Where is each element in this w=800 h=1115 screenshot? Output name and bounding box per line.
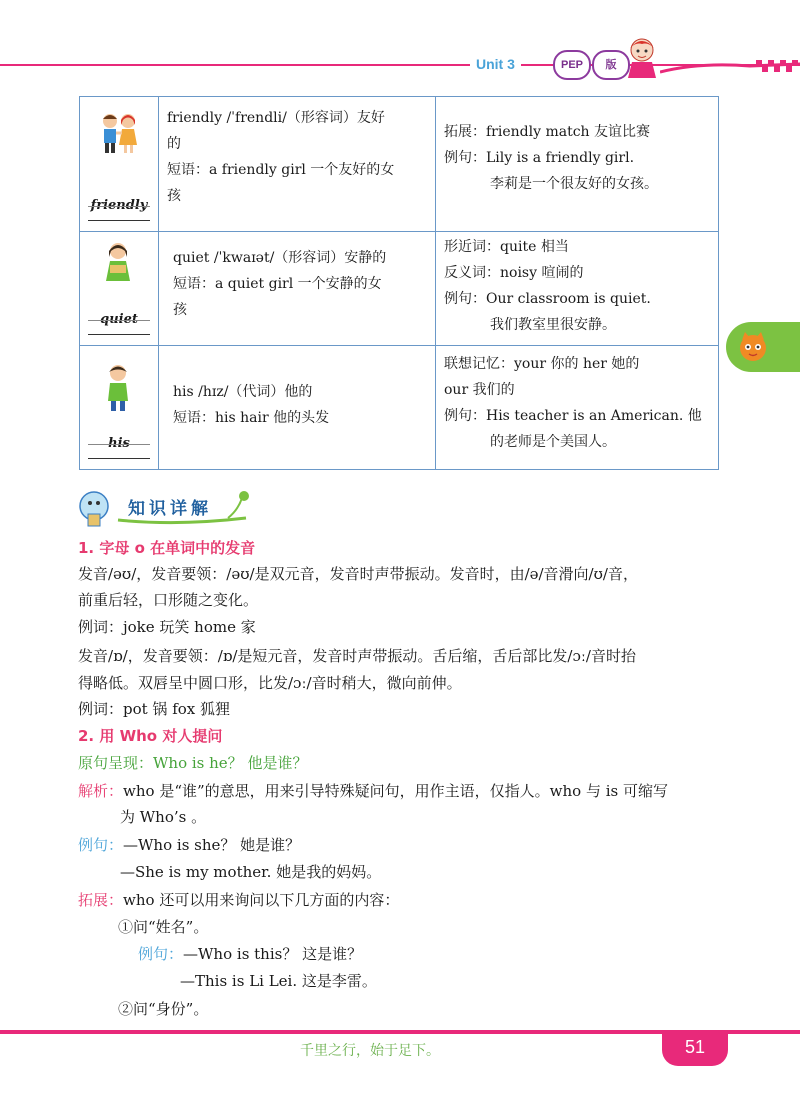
vocab-row: [80, 231, 718, 346]
example-text: —Who is this？ 这是谁？: [183, 945, 363, 963]
section-title: 知识详解: [128, 499, 212, 519]
ext-line: 拓展：friendly match 友谊比赛: [444, 124, 651, 140]
paragraph: 发音/ɒ/，发音要领：/ɒ/是短元音，发音时声带振动。舌后缩，舌后部比发/ɔː/音时抬: [78, 647, 636, 665]
fox-mascot-icon: [736, 330, 770, 364]
edition-badge: 版: [592, 50, 630, 80]
analysis-text: who 是“谁”的意思，用来引导特殊疑问句，用作主语，仅指人。who 与 is 可缩写: [123, 782, 668, 800]
def-line: his /hɪz/（代词）他的: [173, 384, 313, 400]
cartoon-girl-icon: [618, 32, 666, 80]
ext-line: our 我们的: [444, 382, 515, 398]
word-picture-cell: [80, 345, 159, 469]
question-type: ②问“身份”。: [118, 1000, 209, 1018]
extension-cell: [436, 231, 718, 345]
vocab-table: [79, 96, 719, 470]
example-words: 例词：pot 锅 fox 狐狸: [78, 700, 231, 718]
paragraph: 得略低。双唇呈中圆口形，比发/ɔː/音时稍大，微向前伸。: [78, 674, 462, 692]
vocab-row: [80, 345, 718, 469]
checker-decoration: [660, 58, 800, 78]
extension-cell: [436, 345, 718, 469]
word-picture-cell: [80, 231, 159, 345]
def-line: 的: [167, 136, 181, 152]
subheading-1: 1. 字母 o 在单词中的发音: [78, 539, 256, 557]
def-line: quiet /ˈkwaɪət/（形容词）安静的: [173, 250, 387, 266]
boy-icon: [98, 363, 138, 413]
ext-line: 例句：Lily is a friendly girl.: [444, 150, 635, 166]
def-line: 短语：a friendly girl 一个友好的女: [167, 162, 395, 178]
friends-icon: [98, 111, 140, 155]
ext-line: 形近词：quite 相当: [444, 239, 569, 255]
pep-badge: PEP: [553, 50, 591, 80]
extension-cell: [436, 97, 718, 231]
footer-motto: 千里之行，始于足下。: [300, 1043, 440, 1059]
subheading-2: 2. 用 Who 对人提问: [78, 727, 223, 745]
paragraph: 前重后轻，口形随之变化。: [78, 591, 259, 609]
extension-text: who 还可以用来询问以下几方面的内容：: [123, 891, 400, 909]
extension-line: [78, 889, 399, 911]
example-text: —Who is she？ 她是谁？: [123, 836, 301, 854]
def-line: 短语：a quiet girl 一个安静的女: [173, 276, 382, 292]
ext-line: 李莉是一个很友好的女孩。: [490, 176, 658, 192]
example-label: 例句：: [138, 945, 184, 963]
definition-cell: [159, 97, 436, 231]
word-label: quiet: [88, 312, 150, 335]
example-text: —She is my mother. 她是我的妈妈。: [120, 863, 382, 881]
ext-line: 的老师是个美国人。: [490, 434, 616, 450]
definition-cell: [159, 231, 436, 345]
example-text: —This is Li Lei. 这是李雷。: [180, 972, 377, 990]
def-line: 孩: [173, 302, 187, 318]
ext-line: 我们教室里很安静。: [490, 317, 616, 333]
ext-line: 反义词：noisy 喧闹的: [444, 265, 584, 281]
reading-girl-icon: [98, 241, 138, 289]
analysis-line: [78, 780, 668, 802]
word-picture-cell: [80, 97, 159, 231]
paragraph: 发音/əʊ/，发音要领：/əʊ/是双元音，发音时声带振动。发音时，由/ə/音滑向/ʊ/音，: [78, 565, 638, 583]
side-tab: [726, 322, 800, 372]
def-line: friendly /ˈfrendli/（形容词）友好: [167, 110, 385, 126]
example-label: 例句：: [78, 836, 124, 854]
ext-line: 例句：Our classroom is quiet.: [444, 291, 651, 307]
definition-cell: [159, 345, 436, 469]
question-type: ①问“姓名”。: [118, 918, 209, 936]
unit-label: Unit 3: [470, 56, 521, 72]
example-words: 例词：joke 玩笑 home 家: [78, 618, 256, 636]
example-line: [78, 834, 300, 856]
extension-label: 拓展：: [78, 891, 124, 909]
example-line: [138, 943, 362, 965]
analysis-label: 解析：: [78, 782, 124, 800]
vocab-row: [80, 97, 718, 232]
def-line: 孩: [167, 188, 181, 204]
page-number: 51: [662, 1030, 728, 1066]
ext-line: 联想记忆：your 你的 her 她的: [444, 356, 640, 372]
def-line: 短语：his hair 他的头发: [173, 410, 330, 426]
word-label: his: [88, 436, 150, 459]
word-label: friendly: [88, 198, 150, 221]
original-sentence: 原句呈现：Who is he？ 他是谁？: [78, 754, 308, 772]
ext-line: 例句：His teacher is an American. 他: [444, 408, 702, 424]
analysis-text: 为 Who’s 。: [120, 808, 207, 826]
